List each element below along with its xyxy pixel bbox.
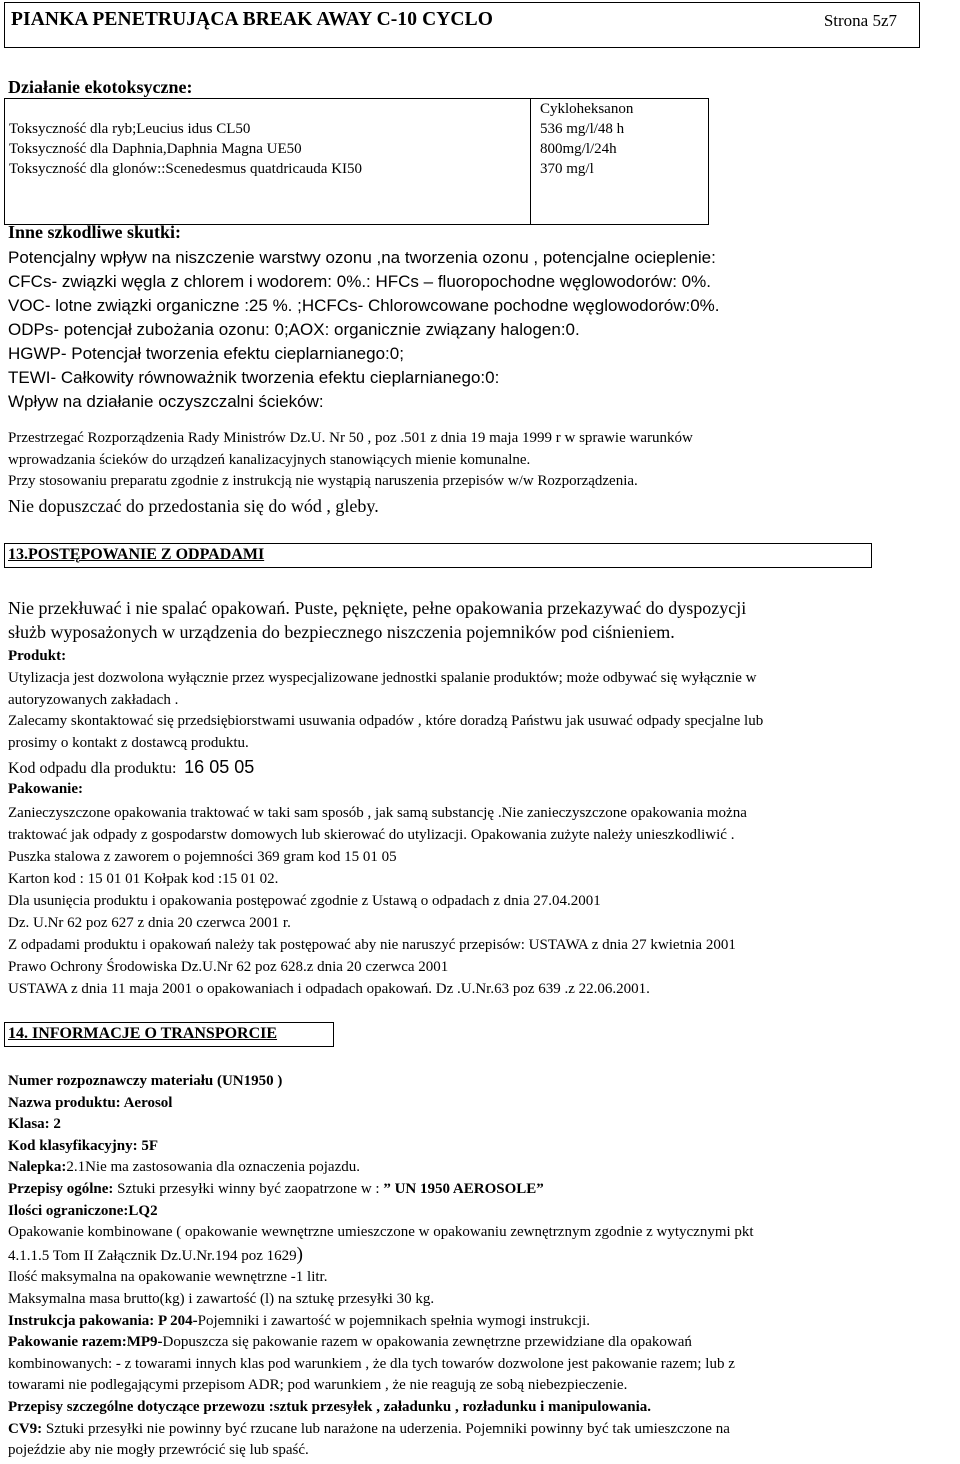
label-value: 2.1Nie ma zastosowania dla oznaczenia pojazdu.	[66, 1159, 360, 1176]
transport-block	[8, 1071, 754, 1462]
classification-code: Kod klasyfikacyjny: 5F	[8, 1137, 159, 1154]
text-line: Puszka stalowa z zaworem o pojemności 369 gram kod 15 01 05	[8, 849, 397, 865]
text-line: Zanieczyszczone opakowania traktować w taki sam sposób , jak samą substancję .Nie zanieczyszczone opakowania można	[8, 805, 747, 821]
eco-table	[4, 98, 709, 225]
text-line: Ilość maksymalna na opakowanie wewnętrzne -1 litr.	[8, 1269, 328, 1286]
text-line: traktować jak odpady z gospodarstw domowych lub skierować do utylizacji. Opakowania zużyte należy unieszkodliwić .	[8, 827, 735, 843]
text-line: Dz. U.Nr 62 poz 627 z dnia 20 czerwca 2001 r.	[8, 915, 291, 931]
un-number: Numer rozpoznawczy materiału (UN1950 )	[8, 1073, 283, 1089]
text-line: Utylizacja jest dozwolona wyłącznie przez wyspecjalizowane jednostki spalanie produktów; może odbywać się wyłącznie w	[8, 670, 757, 686]
text-line: USTAWA z dnia 11 maja 2001 o opakowaniach i odpadach opakowań. Dz .U.Nr.63 poz 639 .z 22.06.2001.	[8, 981, 650, 997]
text-line: Przy stosowaniu preparatu zgodnie z instrukcją nie wystąpią naruszenia przepisów w/w Rozporządzenia.	[8, 473, 638, 489]
text-line: Maksymalna masa brutto(kg) i zawartość (l) na sztukę przesyłki 30 kg.	[8, 1290, 435, 1307]
mixed-packing-label: Pakowanie razem:MP9-	[8, 1334, 163, 1351]
text-line: CFCs- związki węgla z chlorem i wodorem: 0%.: HFCs – fluoropochodne węglowodorów: 0%.	[8, 272, 711, 291]
cv9-line	[8, 1419, 754, 1441]
text-line: Przestrzegać Rozporządzenia Rady Ministrów Dz.U. Nr 50 , poz .501 z dnia 19 maja 1999 r w sprawie warunków	[8, 430, 693, 446]
label-label: Nalepka:	[8, 1159, 67, 1176]
produkt-label: Produkt:	[8, 648, 67, 664]
eco-row-label: Toksyczność dla ryb;Leucius idus CL50	[9, 121, 251, 137]
text-line: pojeździe aby nie mogły przewrócić się lub spaść.	[8, 1442, 309, 1459]
section-14-title: 14. INFORMACJE O TRANSPORCIE	[8, 1025, 278, 1042]
waste-code-label: Kod odpadu dla produktu:	[8, 760, 177, 777]
other-effects-block	[8, 246, 720, 414]
general-rules-value: Sztuki przesyłki winny być zaopatrzone w :	[113, 1180, 380, 1197]
general-rules-label: Przepisy ogólne:	[8, 1180, 114, 1197]
text-line: wprowadzania ścieków do urządzeń kanalizacyjnych stanowiących mienie komunalne.	[8, 451, 531, 468]
text-line: kombinowanych: - z towarami innych klas pod warunkiem , że dla tych towarów dozwolone jest pakowanie razem; lub z	[8, 1355, 735, 1372]
text-line: służb wyposażonych w urządzenia do bezpiecznego niszczenia pojemników pod ciśnieniem.	[8, 622, 675, 642]
cv9-label: CV9:	[8, 1420, 43, 1437]
eco-col-header: Cykloheksanon	[540, 101, 634, 117]
packing-instruction-label: Instrukcja pakowania: P 204-	[8, 1312, 198, 1329]
cv9-value: Sztuki przesyłki nie powinny być rzucane lub narażone na uderzenia. Pojemniki powinny być tak umieszczone na	[42, 1420, 730, 1437]
text-line: TEWI- Całkowity równoważnik tworzenia efektu cieplarnianego:0:	[8, 368, 500, 387]
transport-class: Klasa: 2	[8, 1116, 61, 1133]
special-provisions: Przepisy szczególne dotyczące przewozu :sztuk przesyłek , załadunku , rozładunku i manipulowania.	[8, 1398, 652, 1415]
page-number: Strona 5z7	[823, 11, 897, 30]
general-rules-line	[8, 1179, 754, 1201]
text-line: Potencjalny wpływ na niszczenie warstwy ozonu ,na tworzenia ozonu , potencjalne ocieplenie:	[8, 248, 716, 267]
text-line: prosimy o kontakt z dostawcą produktu.	[8, 734, 249, 751]
packing-instruction-value: Pojemniki i zawartość w pojemnikach spełnia wymogi instrukcji.	[197, 1312, 591, 1329]
product-name: Nazwa produktu: Aerosol	[8, 1094, 173, 1111]
text-line: VOC- lotne związki organiczne :25 %. ;HCFCs- Chlorowcowane pochodne węglowodorów:0%.	[8, 296, 720, 315]
pakowanie-block	[8, 802, 747, 1000]
text-line: 4.1.1.5 Tom II Załącznik Dz.U.Nr.194 poz 1629	[8, 1247, 297, 1264]
text-line: towarami nie podlegającymi przepisom ADR; pod warunkiem , że nie reagują ze sobą niebezpieczenie.	[8, 1377, 628, 1394]
document-title: PIANKA PENETRUJĄCA BREAK AWAY C-10 CYCLO	[11, 9, 493, 30]
text-line: Prawo Ochrony Środowiska Dz.U.Nr 62 poz 628.z dnia 20 czerwca 2001	[8, 959, 449, 975]
regulation-block	[8, 428, 693, 493]
eco-value: 370 mg/l	[540, 161, 594, 177]
eco-values-cell	[531, 99, 709, 225]
label-line	[8, 1157, 754, 1179]
text-line: Dla usunięcia produktu i opakowania postępować zgodnie z Ustawą o odpadach z dnia 27.04.2001	[8, 893, 601, 909]
other-heading: Inne szkodliwe skutki:	[8, 222, 182, 242]
eco-value: 536 mg/l/48 h	[540, 121, 625, 137]
eco-row-label: Toksyczność dla Daphnia,Daphnia Magna UE50	[9, 141, 302, 157]
section-13-title: 13.POSTĘPOWANIE Z ODPADAMI	[8, 546, 265, 563]
text-line: autoryzowanych zakładach .	[8, 691, 179, 708]
section-14-box	[4, 1022, 334, 1047]
eco-value: 800mg/l/24h	[540, 141, 617, 157]
text-line: Wpływ na działanie oczyszczalni ścieków:	[8, 392, 324, 411]
pakowanie-label: Pakowanie:	[8, 781, 83, 797]
general-rules-marking: ” UN 1950 AEROSOLE”	[383, 1180, 544, 1197]
limited-quantities: Ilości ograniczone:LQ2	[8, 1202, 158, 1219]
waste-code-line	[8, 757, 254, 778]
text-line: Nie przekłuwać i nie spalać opakowań. Puste, pęknięte, pełne opakowania przekazywać do dyspozycji	[8, 598, 747, 618]
packing-instruction-line	[8, 1311, 754, 1333]
eco-row-label: Toksyczność dla glonów::Scenedesmus quatdricauda KI50	[9, 161, 363, 177]
no-release-note: Nie dopuszczać do przedostania się do wód , gleby.	[8, 496, 379, 516]
document-header	[4, 2, 920, 48]
mixed-packing-line	[8, 1332, 754, 1354]
closing-paren: )	[296, 1243, 303, 1265]
text-line: HGWP- Potencjał tworzenia efektu cieplarnianego:0;	[8, 344, 404, 363]
section-13-box	[4, 543, 872, 568]
text-line: ODPs- potencjał zubożania ozonu: 0;AOX: organicznie związany halogen:0.	[8, 320, 580, 339]
section-13-intro	[8, 596, 746, 644]
combined-packaging-line	[8, 1244, 754, 1268]
mixed-packing-value: Dopuszcza się pakowanie razem w opakowania zewnętrzne przewidziane dla opakowań	[162, 1334, 692, 1351]
text-line: Z odpadami produktu i opakowań należy tak postępować aby nie naruszyć przepisów: USTAWA z dnia 27 kwietnia 2001	[8, 937, 736, 953]
text-line: Opakowanie kombinowane ( opakowanie wewnętrzne umieszczone w opakowaniu zewnętrznym zgodnie z wytycznymi pkt	[8, 1224, 754, 1241]
waste-code-value: 16 05 05	[184, 757, 255, 777]
text-line: Karton kod : 15 01 01 Kołpak kod :15 01 02.	[8, 871, 279, 887]
eco-labels-cell	[5, 99, 531, 225]
text-line: Zalecamy skontaktować się przedsiębiorstwami usuwania odpadów , które doradzą Państwu jak usuwać odpady specjalne lub	[8, 713, 764, 729]
produkt-block	[8, 668, 763, 754]
eco-heading: Działanie ekotoksyczne:	[8, 77, 193, 97]
